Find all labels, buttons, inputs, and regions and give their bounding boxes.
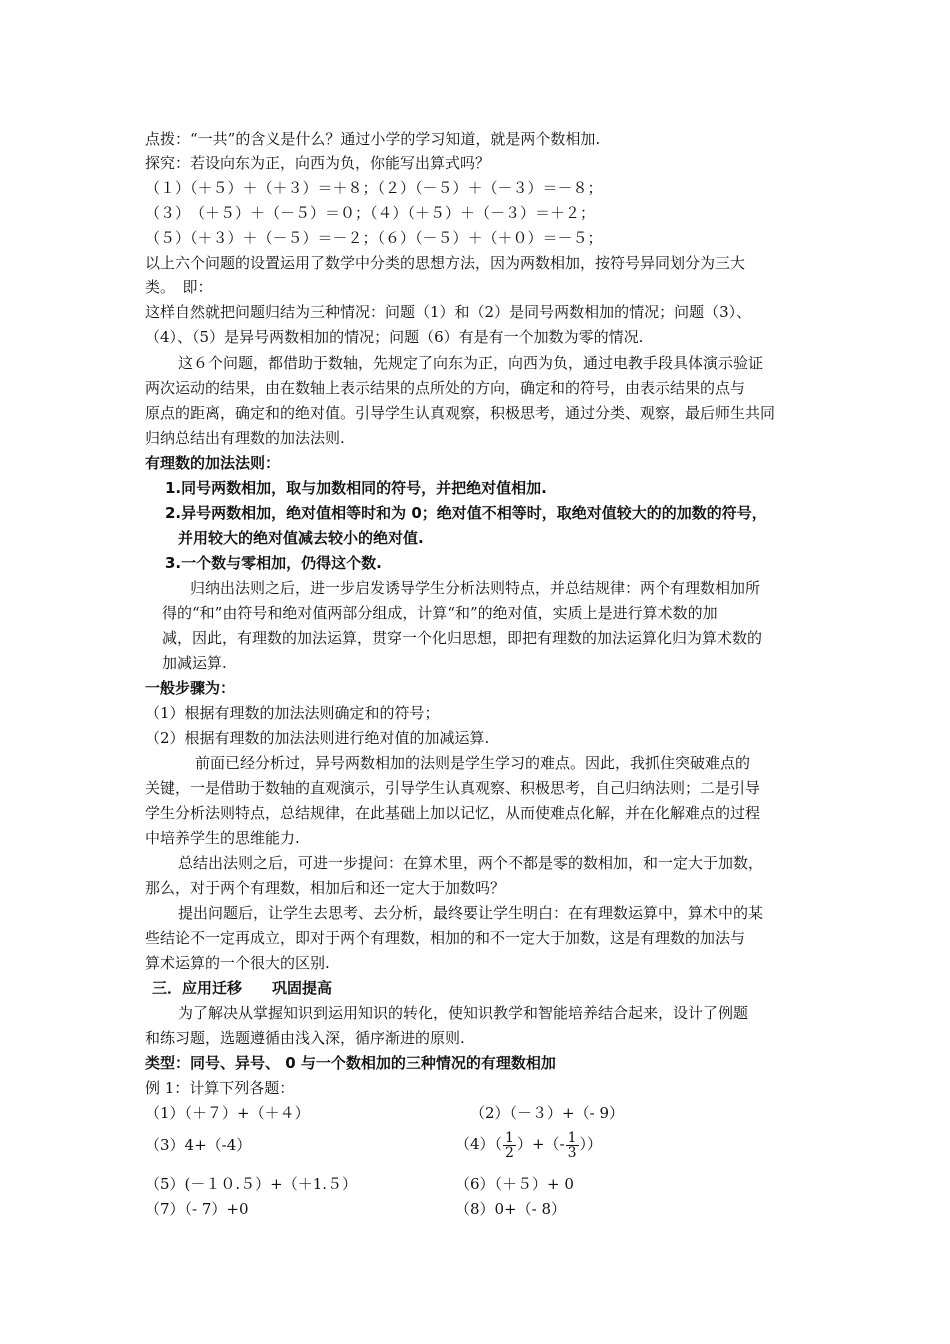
hint-line: 点拨：“一共”的含义是什么？通过小学的学习知道，就是两个数相加. (145, 130, 601, 148)
type-heading: 类型：同号、异号、 0 与一个数相加的三种情况的有理数相加 (145, 1054, 556, 1072)
paragraph-line: 以上六个问题的设置运用了数学中分类的思想方法，因为两数相加，按符号异同划分为三大 (145, 254, 746, 272)
exercise-7: （7）（- 7）+0 (145, 1200, 249, 1218)
paragraph-line: 为了解决从掌握知识到运用知识的转化，使知识教学和智能培养结合起来，设计了例题 (178, 1004, 749, 1022)
paragraph-line: （4）、（5）是异号两数相加的情况；问题（6）有是有一个加数为零的情况. (145, 328, 644, 346)
exercise-4 (455, 1126, 602, 1162)
exercise-6: （6）（＋５）+ 0 (455, 1175, 574, 1193)
paragraph-line: 归纳总结出有理数的加法法则. (145, 429, 345, 447)
fraction-half (503, 1131, 516, 1160)
exercise-1: （1）（＋７）+（＋４） (145, 1104, 310, 1122)
paragraph-line: 归纳出法则之后，进一步启发诱导学生分析法则特点，并总结规律：两个有理数相加所 (190, 579, 761, 597)
exercise-4-middle: ）+（- (516, 1135, 565, 1153)
fraction-numerator: 1 (505, 1129, 514, 1146)
rule-item-2: 2.异号两数相加，绝对值相等时和为 0；绝对值不相等时，取绝对值较大的的加数的符号， (165, 504, 767, 522)
steps-heading: 一般步骤为： (145, 679, 236, 697)
paragraph-line: 两次运动的结果，由在数轴上表示结果的点所处的方向，确定和的符号，由表示结果的点与 (145, 379, 746, 397)
paragraph-line: 总结出法则之后，可进一步提问：在算术里，两个不都是零的数相加，和一定大于加数， (178, 854, 764, 872)
paragraph-line: 提出问题后，让学生去思考、去分析，最终要让学生明白：在有理数运算中，算术中的某 (178, 904, 764, 922)
exercise-3: （3）4+（-4） (145, 1136, 252, 1154)
rule-item-2-cont: 并用较大的绝对值减去较小的绝对值. (178, 529, 424, 547)
exercise-5: （5）(－１０.５）+（＋1.５） (145, 1175, 358, 1193)
paragraph-line: 前面已经分析过，异号两数相加的法则是学生学习的难点。因此，我抓住突破难点的 (195, 754, 751, 772)
example-heading: 例 1：计算下列各题： (145, 1079, 295, 1097)
paragraph-line: 算术运算的一个很大的区别. (145, 954, 330, 972)
fraction-denominator: 3 (567, 1144, 577, 1161)
paragraph-line: 和练习题，选题遵循由浅入深，循序渐进的原则. (145, 1029, 465, 1047)
fraction-third (566, 1131, 579, 1160)
fraction-denominator: 2 (505, 1144, 514, 1161)
paragraph-line: 这６个问题，都借助于数轴，先规定了向东为正，向西为负，通过电教手段具体演示验证 (178, 354, 764, 372)
section-heading: 三．应用迁移 巩固提高 (152, 979, 333, 997)
exercise-4-prefix: （4）（ (455, 1135, 503, 1153)
equation-line-3: （５）（＋３）＋（－５）＝－２；（６）（－５）＋（＋０）＝－５； (145, 229, 603, 247)
paragraph-line: 原点的距离，确定和的绝对值。引导学生认真观察，积极思考，通过分类、观察，最后师生共同 (145, 404, 776, 422)
rule-item-3: 3.一个数与零相加，仍得这个数. (165, 554, 382, 572)
paragraph-line: 减，因此，有理数的加法运算，贯穿一个化归思想，即把有理数的加法运算化归为算术数的 (162, 629, 763, 647)
explore-line: 探究：若设向东为正，向西为负，你能写出算式吗？ (145, 154, 491, 172)
exercise-8: （8）0+（- 8） (455, 1200, 567, 1218)
paragraph-line: 得的“和”由符号和绝对值两部分组成，计算“和”的绝对值，实质上是进行算术数的加 (162, 604, 718, 622)
equation-line-1: （１）（＋５）＋（＋３）＝＋８；（２）（－５）＋（－３）＝－８； (145, 179, 603, 197)
paragraph-line: 中培养学生的思维能力. (145, 829, 300, 847)
rule-heading: 有理数的加法法则： (145, 454, 281, 472)
equation-line-2: （３） （＋５）＋（－５）＝０；（４）（＋５）＋（－３）＝＋２； (145, 204, 596, 222)
paragraph-line: 关键，一是借助于数轴的直观演示，引导学生认真观察、积极思考，自己归纳法则；二是引导 (145, 779, 761, 797)
exercise-2: （2）（－３）+（- 9） (470, 1104, 624, 1122)
paragraph-line: 这样自然就把问题归结为三种情况：问题（1）和（2）是同号两数相加的情况；问题（3）、 (145, 303, 752, 321)
paragraph-line: 那么，对于两个有理数，相加后和还一定大于加数吗？ (145, 879, 506, 897)
paragraph-line: 加减运算. (162, 654, 227, 672)
step-item-1: （1）根据有理数的加法法则确定和的符号； (145, 704, 440, 722)
paragraph-line: 学生分析法则特点，总结规律，在此基础上加以记忆，从而使难点化解，并在化解难点的过程 (145, 804, 761, 822)
paragraph-line: 些结论不一定再成立，即对于两个有理数，相加的和不一定大于加数，这是有理数的加法与 (145, 929, 746, 947)
paragraph-line: 类。 即： (145, 278, 213, 296)
fraction-numerator: 1 (567, 1129, 577, 1146)
step-item-2: （2）根据有理数的加法法则进行绝对值的加减运算. (145, 729, 490, 747)
exercise-4-suffix: ）） (579, 1135, 603, 1153)
rule-item-1: 1.同号两数相加，取与加数相同的符号，并把绝对值相加. (165, 479, 547, 497)
